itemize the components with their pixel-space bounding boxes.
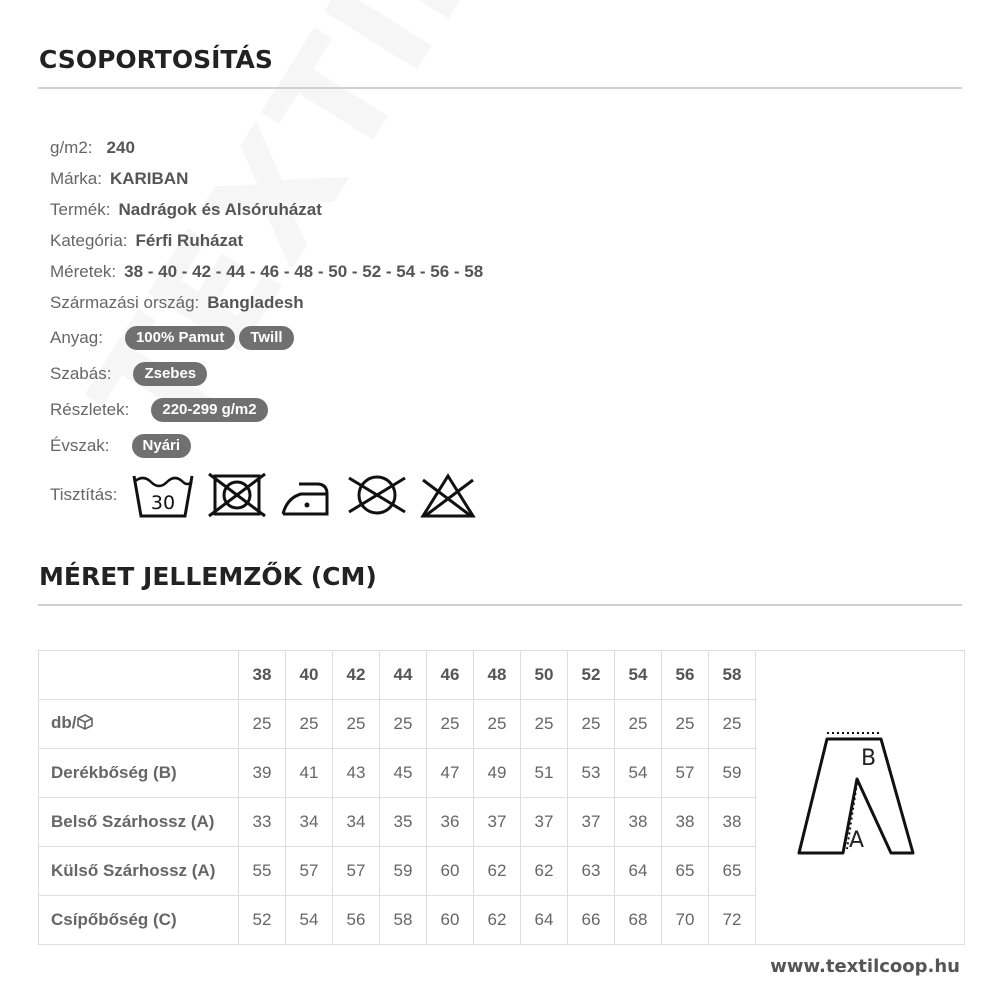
table-cell: 25: [239, 700, 286, 749]
table-cell: 25: [380, 700, 427, 749]
tag-list: [121, 326, 294, 350]
table-cell: 68: [615, 896, 662, 945]
table-cell: 43: [333, 749, 380, 798]
size-table: [38, 650, 965, 945]
prop-value: 240: [106, 138, 135, 157]
no-tumble-dry-icon: [207, 472, 267, 518]
table-cell: 65: [662, 847, 709, 896]
table-cell: 72: [709, 896, 756, 945]
prop-gsm: [50, 138, 135, 158]
prop-category: [50, 231, 243, 251]
prop-value: Bangladesh: [207, 293, 304, 312]
table-cell: 34: [333, 798, 380, 847]
divider: [38, 604, 962, 606]
tag-material-cotton[interactable]: 100% Pamut: [125, 326, 235, 350]
table-cell: 62: [474, 847, 521, 896]
tag-cut-pocket[interactable]: Zsebes: [133, 362, 207, 386]
table-cell: 70: [662, 896, 709, 945]
prop-label: Évszak:: [50, 436, 110, 455]
table-cell: 36: [427, 798, 474, 847]
table-cell: 25: [333, 700, 380, 749]
table-cell: 25: [615, 700, 662, 749]
table-cell: 34: [286, 798, 333, 847]
grouping-title: CSOPORTOSÍTÁS: [39, 45, 273, 74]
prop-label: Tisztítás:: [50, 485, 118, 504]
size-header: 46: [427, 651, 474, 700]
tag-season-summer[interactable]: Nyári: [132, 434, 192, 458]
tag-material-twill[interactable]: Twill: [239, 326, 293, 350]
prop-label: g/m2:: [50, 138, 93, 157]
table-cell: 55: [239, 847, 286, 896]
size-title: MÉRET JELLEMZŐK (CM): [39, 562, 377, 591]
prop-material: [50, 326, 294, 350]
table-cell: 52: [239, 896, 286, 945]
prop-season: [50, 434, 191, 458]
tag-list: [128, 434, 192, 458]
row-label-text: db/: [51, 713, 77, 732]
table-cell: 37: [474, 798, 521, 847]
tag-list: [129, 362, 207, 386]
row-label: Derékbőség (B): [39, 749, 239, 798]
row-label: Csípőbőség (C): [39, 896, 239, 945]
size-header: 50: [521, 651, 568, 700]
tag-list: [147, 398, 267, 422]
table-cell: 60: [427, 896, 474, 945]
divider: [38, 87, 962, 89]
size-header: 40: [286, 651, 333, 700]
table-cell: 25: [662, 700, 709, 749]
table-cell: 37: [521, 798, 568, 847]
table-cell: 57: [286, 847, 333, 896]
table-cell: 25: [521, 700, 568, 749]
size-header: 44: [380, 651, 427, 700]
diagram-label-b: B: [861, 746, 877, 771]
table-cell: 33: [239, 798, 286, 847]
table-cell: 66: [568, 896, 615, 945]
table-cell: 59: [709, 749, 756, 798]
table-cell: 41: [286, 749, 333, 798]
prop-origin: [50, 293, 304, 313]
no-bleach-icon: [419, 472, 477, 518]
table-cell: 35: [380, 798, 427, 847]
size-header: 48: [474, 651, 521, 700]
box-icon: [77, 714, 93, 735]
trouser-diagram: [795, 725, 925, 865]
prop-brand: [50, 169, 188, 189]
table-cell: 45: [380, 749, 427, 798]
table-cell: 62: [474, 896, 521, 945]
table-cell: 53: [568, 749, 615, 798]
size-header: 58: [709, 651, 756, 700]
row-label-pack: [39, 700, 239, 749]
table-cell: 25: [568, 700, 615, 749]
table-cell: 47: [427, 749, 474, 798]
prop-label: Részletek:: [50, 400, 130, 419]
table-cell: 54: [286, 896, 333, 945]
prop-value[interactable]: Férfi Ruházat: [135, 231, 244, 250]
table-cell: 51: [521, 749, 568, 798]
table-header-row: [39, 651, 965, 700]
prop-value[interactable]: KARIBAN: [109, 169, 189, 188]
table-cell: 64: [521, 896, 568, 945]
prop-cut: [50, 362, 207, 386]
table-cell: 54: [615, 749, 662, 798]
prop-label: Termék:: [50, 200, 111, 219]
table-cell: 58: [380, 896, 427, 945]
size-header: 54: [615, 651, 662, 700]
prop-value: 38 - 40 - 42 - 44 - 46 - 48 - 50 - 52 - 54 - 56 - 58: [124, 262, 484, 281]
prop-label: Méretek:: [50, 262, 117, 281]
prop-product: [50, 200, 322, 220]
prop-label: Kategória:: [50, 231, 128, 250]
diagram-label-a: A: [849, 828, 865, 853]
no-dry-clean-icon: [347, 472, 407, 518]
iron-low-icon: [279, 472, 335, 518]
table-cell: 57: [333, 847, 380, 896]
table-cell: 60: [427, 847, 474, 896]
prop-label: Származási ország:: [50, 293, 200, 312]
size-header: 52: [568, 651, 615, 700]
care-icons: [131, 472, 477, 518]
prop-sizes: [50, 262, 483, 282]
table-cell: 64: [615, 847, 662, 896]
prop-label: Márka:: [50, 169, 102, 188]
table-cell: 25: [427, 700, 474, 749]
table-cell: 25: [474, 700, 521, 749]
size-header: 38: [239, 651, 286, 700]
prop-label: Anyag:: [50, 328, 103, 347]
table-cell: 38: [662, 798, 709, 847]
row-label: Belső Szárhossz (A): [39, 798, 239, 847]
table-cell: 38: [615, 798, 662, 847]
prop-value[interactable]: Nadrágok és Alsóruházat: [118, 200, 322, 219]
trouser-diagram-cell: [756, 651, 965, 945]
table-cell: 39: [239, 749, 286, 798]
tag-details-gsm[interactable]: 220-299 g/m2: [151, 398, 267, 422]
wash-temp-label: 30: [151, 492, 176, 514]
table-cell: 37: [568, 798, 615, 847]
table-cell: 65: [709, 847, 756, 896]
table-cell: 59: [380, 847, 427, 896]
table-cell: 25: [286, 700, 333, 749]
size-header: 42: [333, 651, 380, 700]
table-cell: 49: [474, 749, 521, 798]
table-cell: 38: [709, 798, 756, 847]
row-label: Külső Szárhossz (A): [39, 847, 239, 896]
prop-label: Szabás:: [50, 364, 112, 383]
prop-care: [50, 472, 477, 518]
table-cell: 56: [333, 896, 380, 945]
table-cell: 62: [521, 847, 568, 896]
table-cell: 57: [662, 749, 709, 798]
header-corner: [39, 651, 239, 700]
size-header: 56: [662, 651, 709, 700]
prop-details: [50, 398, 268, 422]
table-cell: 63: [568, 847, 615, 896]
table-cell: 25: [709, 700, 756, 749]
site-url[interactable]: www.textilcoop.hu: [770, 956, 960, 977]
wash-30-icon: [131, 472, 195, 518]
